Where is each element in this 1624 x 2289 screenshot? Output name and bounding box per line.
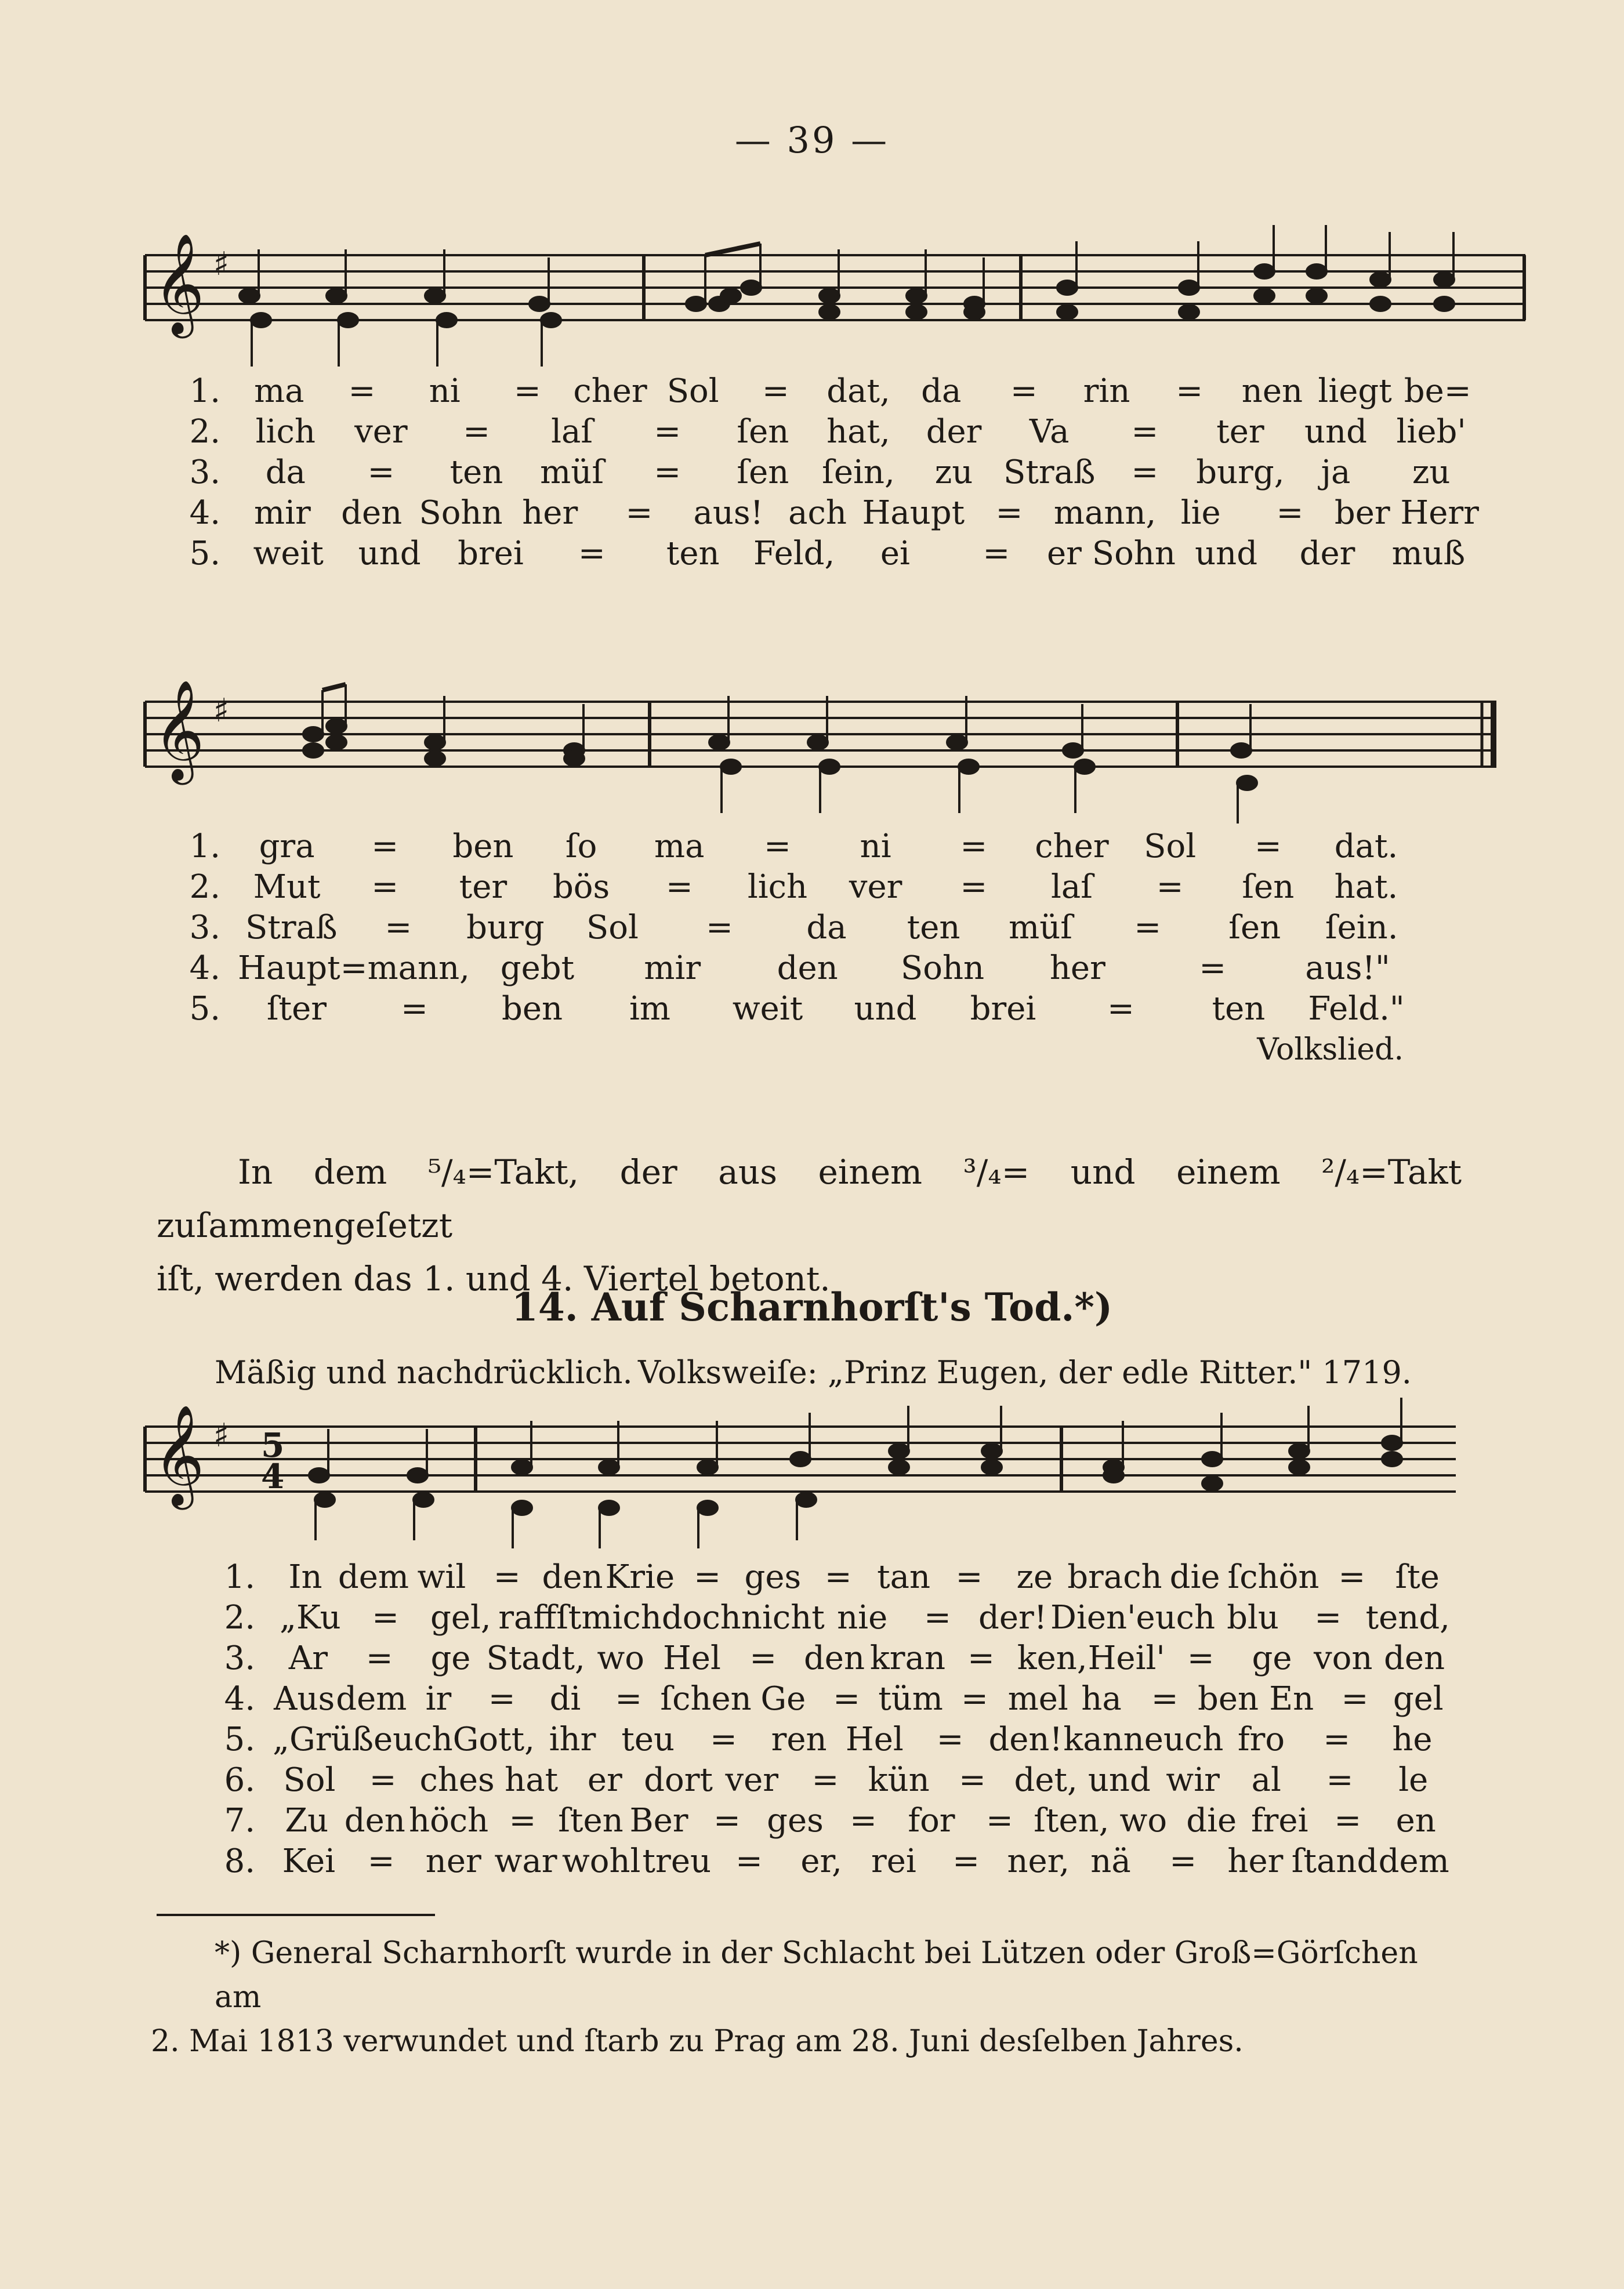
lyric-row: 2. lich ver = laſ = ſen hat, der Va = ter und lieb' xyxy=(189,413,1466,451)
lyric-row: 2. „Ku = gel, raffſt mich doch nicht nie = der! Dien' euch blu = tend, xyxy=(224,1599,1450,1637)
lyric-row: 1. In dem wil = den Krie = ges = tan = ze brach die ſchön = ſte xyxy=(224,1558,1440,1596)
treble-clef-icon: 𝄞 xyxy=(153,1405,205,1506)
lyric-row: 5. „Grüß euch Gott, ihr teu = ren Hel = den! kann euch fro = he xyxy=(224,1721,1433,1758)
lyric-row: 2. Mut = ter bös = lich ver = laſ = ſen hat. xyxy=(189,868,1398,906)
song2-tune: Volksweiſe: „Prinz Eugen, der edle Ritter." 1719. xyxy=(638,1354,1412,1391)
lyric-row: 3. Straß = burg Sol = da ten müſ = ſen ſein. xyxy=(189,909,1398,946)
lyric-row: 7. Zu den höch = ſten Ber = ges = for = ſten, wo die frei = en xyxy=(224,1802,1436,1840)
footnote-line: *) General Scharnhorſt wurde in der Schlacht bei Lützen oder Groß=Görſchen am xyxy=(215,1936,1418,2015)
footnote xyxy=(151,1931,1473,2063)
lyric-row: 3. Ar = ge Stadt, wo Hel = den kran = ken, Heil' = ge von den xyxy=(224,1639,1445,1677)
paragraph-line: In dem ⁵/₄=Takt, der aus einem ³/₄= und einem ²/₄=Takt zuſammengeſetzt xyxy=(157,1152,1462,1245)
treble-clef-icon: 𝄞 xyxy=(153,233,205,334)
paragraph-line: iſt, werden das 1. und 4. Viertel betont. xyxy=(157,1259,831,1298)
lyric-row: 5. ſter = ben im weit und brei = ten Feld." xyxy=(189,990,1405,1028)
song2-lyrics xyxy=(191,1557,1450,1882)
lyric-row: 4. mir den Sohn her = aus! ach Haupt = mann, lie = ber Herr xyxy=(189,494,1479,532)
lyric-row: 3. da = ten müſ = ſen ſein, zu Straß = burg, ja zu xyxy=(189,454,1451,491)
song1-lyrics-block2 xyxy=(157,826,1415,1029)
lyric-row: 6. Sol = ches hat er dort ver = kün = det, und wir al = le xyxy=(224,1761,1429,1799)
footnote-rule xyxy=(157,1914,435,1916)
lyric-row: 1. gra = ben ſo ma = ni = cher Sol = dat. xyxy=(189,828,1398,865)
lyric-row: 1. ma = ni = cher Sol = dat, da = rin = nen liegt be= xyxy=(189,372,1471,410)
song2-tempo: Mäßig und nachdrücklich. xyxy=(215,1354,633,1391)
treble-clef-icon: 𝄞 xyxy=(153,680,205,781)
lyric-row: 5. weit und brei = ten Feld, ei = er Sohn und der muß xyxy=(189,535,1466,572)
song1-credit: Volkslied. xyxy=(1257,1032,1404,1067)
song1-lyrics-block1 xyxy=(157,371,1479,574)
footnote-line: 2. Mai 1813 verwundet und ſtarb zu Prag am 28. Juni desſelben Jahres. xyxy=(151,2024,1244,2059)
music-staff-1 xyxy=(145,232,1525,383)
time-signature-top: 5 xyxy=(261,1425,285,1465)
song2-title: 14. Auf Scharnhorſt's Tod.*) xyxy=(511,1285,1113,1330)
time-signature-bottom: 4 xyxy=(261,1457,285,1496)
lyric-row: 8. Kei = ner war wohl treu = er, rei = ner, nä = her ſtand dem xyxy=(224,1842,1449,1880)
lyric-row: 4. Haupt=mann, gebt mir den Sohn her = aus!" xyxy=(189,949,1390,987)
music-staff-2 xyxy=(145,679,1496,829)
sharp-icon: ♯ xyxy=(213,245,230,283)
sharp-icon: ♯ xyxy=(213,692,230,730)
music-staff-3 xyxy=(145,1403,1456,1554)
meter-paragraph xyxy=(157,1145,1462,1305)
page-number: — 39 — xyxy=(734,119,890,161)
sharp-icon: ♯ xyxy=(213,1417,230,1454)
lyric-row: 4. Aus dem ir = di = ſchen Ge = tüm = mel ha = ben En = gel xyxy=(224,1680,1444,1718)
